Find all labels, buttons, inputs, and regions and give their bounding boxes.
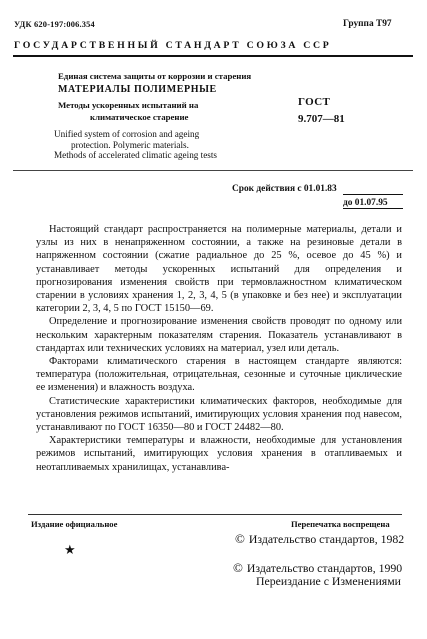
body-text: [36, 223, 402, 474]
validity-start: Срок действия с 01.01.83: [232, 184, 337, 194]
header-rule: [13, 55, 413, 57]
system-title: Единая система защиты от коррозии и старения: [58, 71, 252, 81]
body-paragraph-2: Определение и прогнозирование изменения свойств проводят по одному или нескольким характерным показателям старения. Показатель устанавливают в стандартах или технических условиях на материал, узел или деталь.: [36, 316, 402, 354]
document-title: МАТЕРИАЛЫ ПОЛИМЕРНЫЕ: [58, 84, 217, 95]
official-edition-label: Издание официальное: [31, 519, 118, 529]
validity-underline-1: [343, 194, 403, 195]
copyright-1982: [235, 531, 404, 547]
copyright-icon: ©: [235, 531, 245, 546]
validity-underline-2: [343, 208, 403, 209]
copyright-icon: ©: [233, 560, 243, 575]
english-title-line2: protection. Polymeric materials.: [71, 140, 189, 150]
group-code: Группа Т97: [343, 19, 392, 29]
reissue-note: Переиздание с Изменениями: [256, 574, 401, 588]
udk-code: УДК 620-197:006.354: [14, 20, 95, 29]
body-paragraph-1: Настоящий стандарт распространяется на полимерные материалы, детали и узлы из них в ненапряженном состоянии, а также на резиновые детали в напряженном состоянии (сжатие радиальное до 25 %, осевое до 45 %) и устанавливает методы ускоренных испытаний для определения и прогнозирования изменения свойств при термовлажностном климатическом старении в условиях хранения 1, 2, 3, 4, 5 (в упаковке и без нее) и эксплуатации категории 2, 3, 4, 5 по ГОСТ 15150—69.: [36, 224, 402, 315]
validity-end: до 01.07.95: [343, 198, 388, 208]
footer-rule: [28, 514, 402, 515]
copyright-1990-text: Издательство стандартов, 1990: [246, 561, 403, 575]
gost-label: ГОСТ: [298, 96, 331, 108]
document-subtitle-line1: Методы ускоренных испытаний на: [58, 100, 199, 110]
copyright-1982-text: Издательство стандартов, 1982: [248, 532, 405, 546]
gost-number: 9.707—81: [298, 113, 345, 125]
body-paragraph-5: Характеристики температуры и влажности, необходимые для установления режимов испытаний, имитирующих условия хранения в отапливаемых и неотапливаемых хранилищах, устанавлива-: [36, 435, 402, 473]
body-paragraph-4: Статистические характеристики климатических факторов, необходимые для установления режимов испытаний, имитирующих условия хранения под навесом, устанавливают по ГОСТ 16350—80 и ГОСТ 24482—80.: [36, 395, 402, 434]
title-rule: [13, 170, 413, 171]
reprint-prohibited-label: Перепечатка воспрещена: [291, 519, 390, 529]
english-title-line1: Unified system of corrosion and ageing: [54, 129, 200, 139]
document-subtitle-line2: климатическое старение: [90, 112, 189, 122]
english-title-line3: Methods of accelerated climatic ageing tests: [54, 150, 218, 160]
body-paragraph-3: Факторами климатического старения в настоящем стандарте являются: температура (положительная, отрицательная, сезонные и суточные циклические ее изменения) и влажность воздуха.: [36, 356, 402, 394]
state-standard-heading: ГОСУДАРСТВЕННЫЙ СТАНДАРТ СОЮЗА ССР: [14, 40, 332, 51]
star-icon: ★: [64, 542, 76, 557]
